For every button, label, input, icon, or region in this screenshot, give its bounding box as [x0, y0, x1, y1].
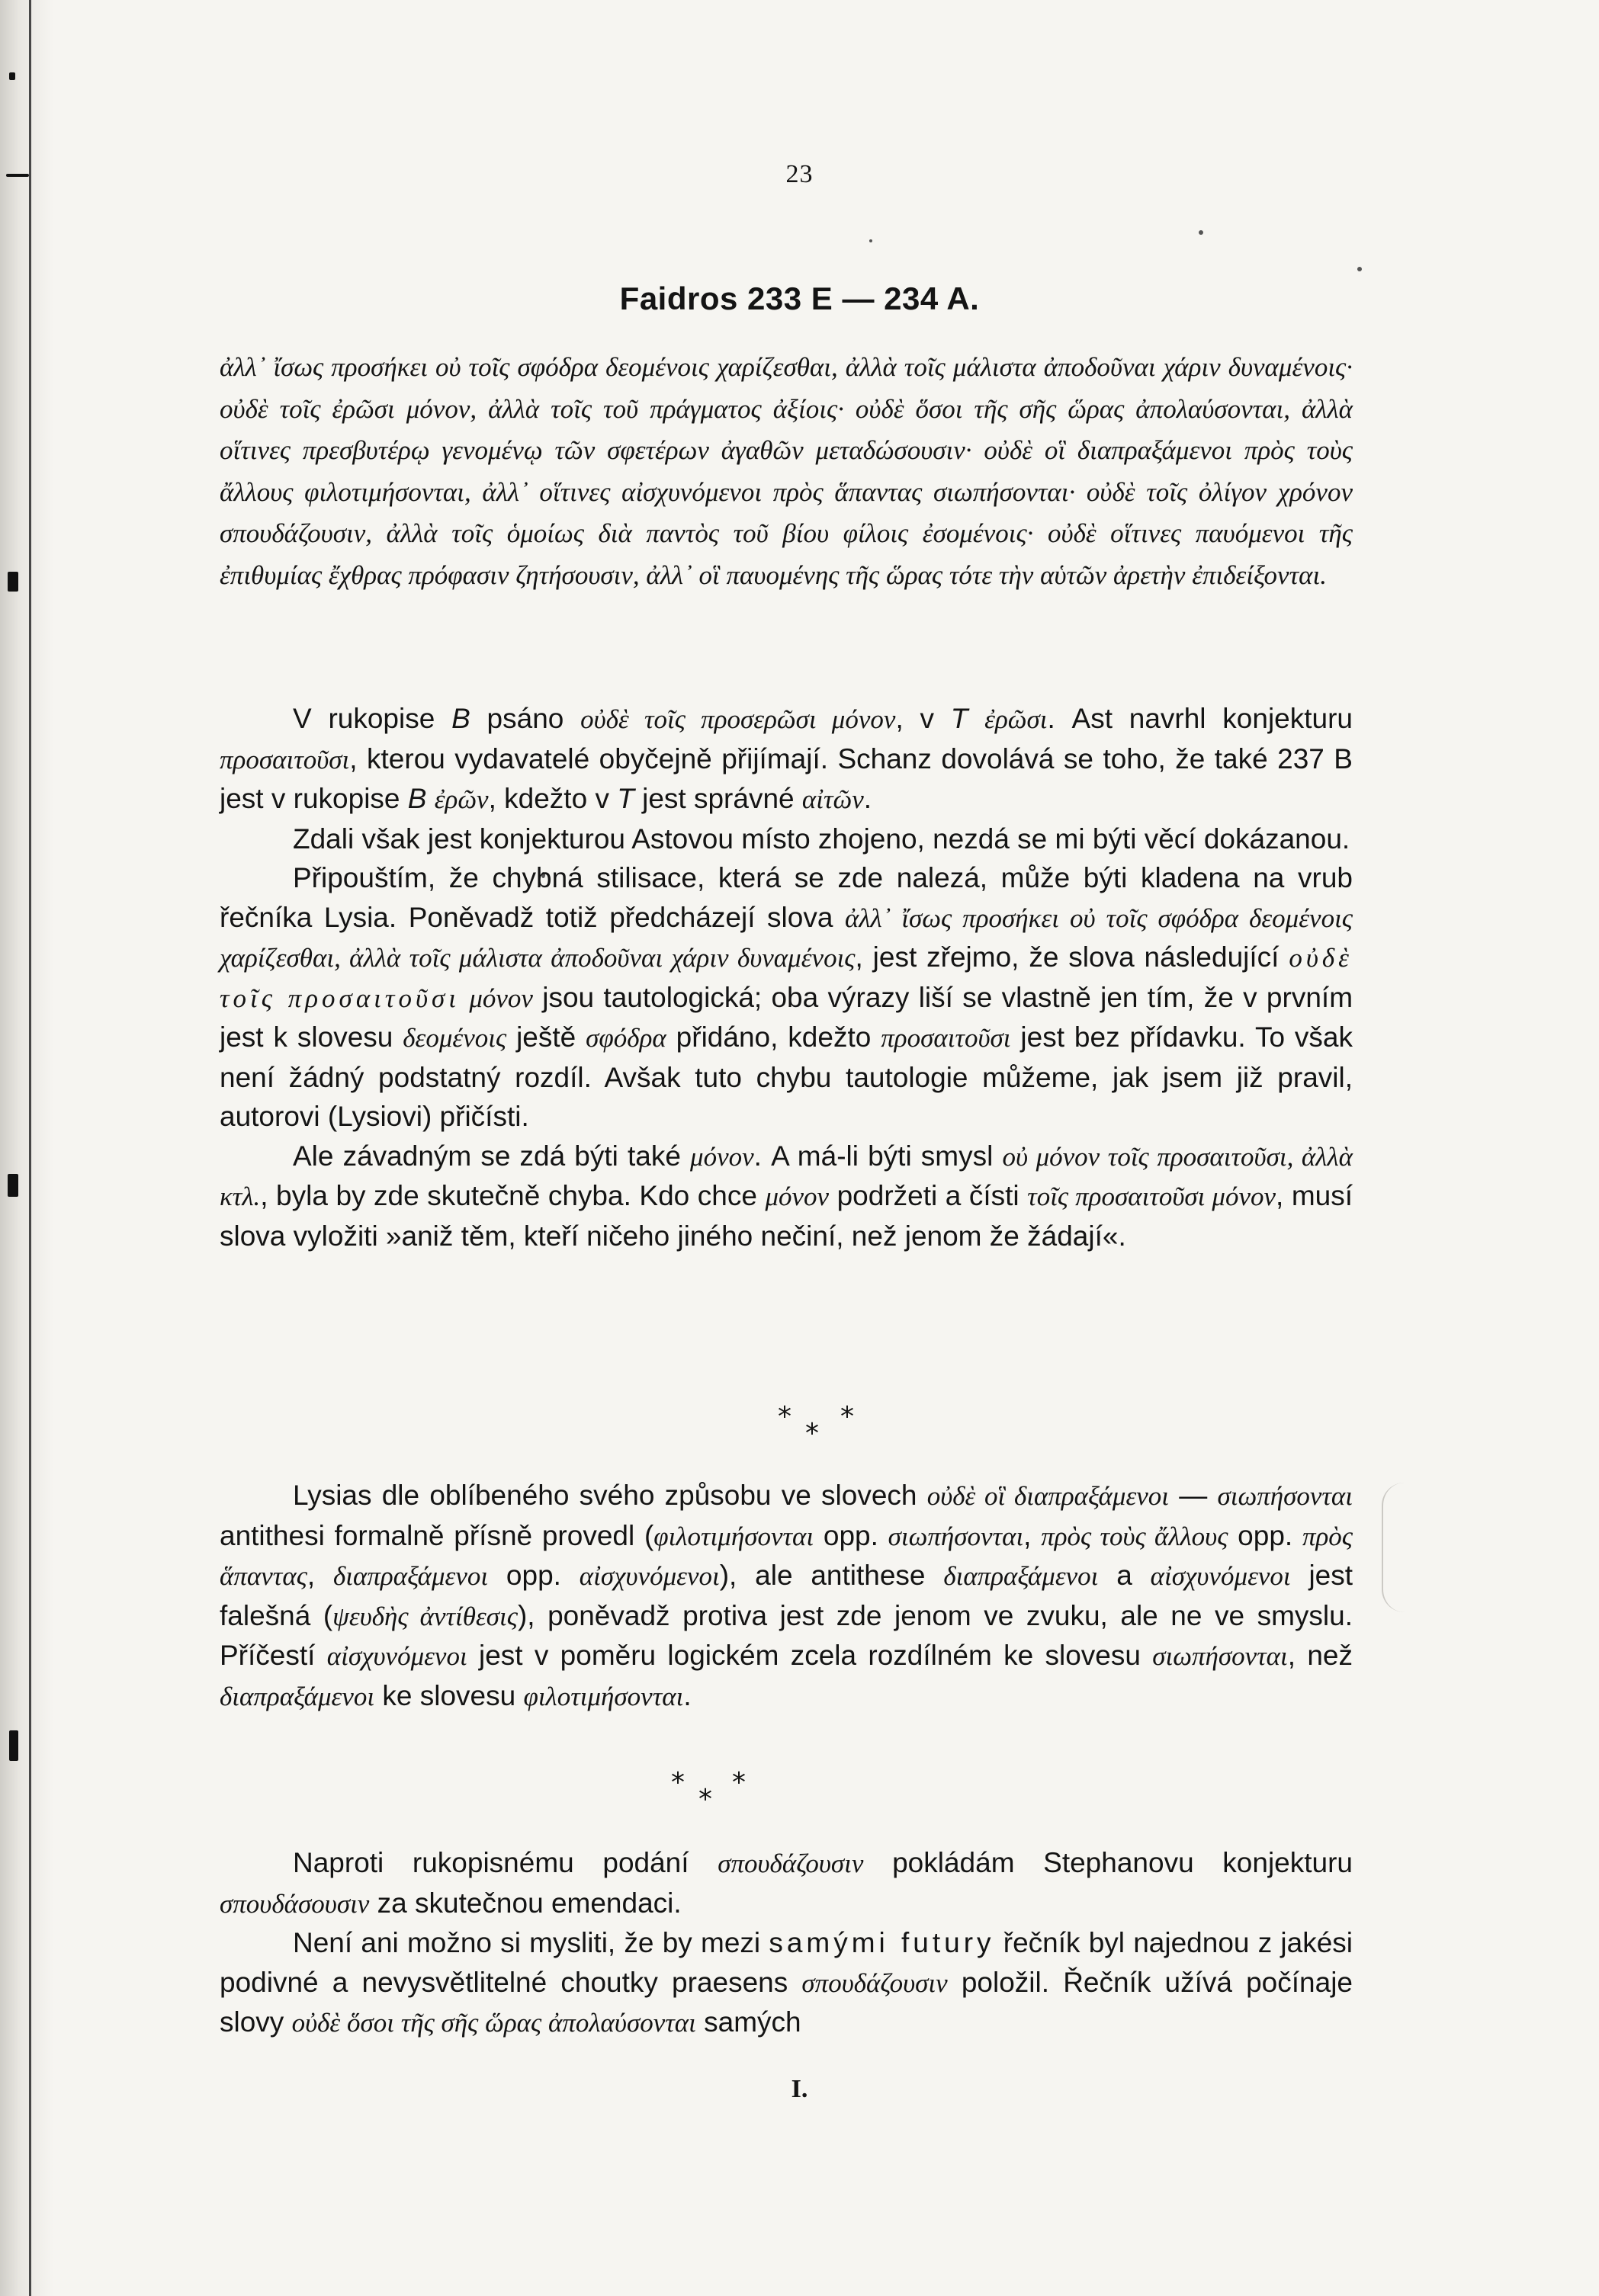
- greek-phrase: φιλοτιμήσονται: [653, 1521, 814, 1551]
- spaced-emphasis: samými futury: [769, 1927, 995, 1958]
- section-separator: [0, 1401, 1599, 1447]
- greek-phrase: αἰσχυνόμενοι: [579, 1561, 720, 1591]
- signature-mark: I.: [791, 2075, 808, 2103]
- binding-line: [29, 0, 31, 2296]
- greek-phrase: σπουδάζουσιν: [801, 1967, 948, 1998]
- binding-mark: [9, 72, 15, 80]
- binding-mark: [8, 1174, 18, 1197]
- separator-star: *: [805, 1418, 819, 1449]
- scan-speck: [1357, 267, 1362, 271]
- separator-star: *: [698, 1784, 712, 1815]
- commentary-section-3: [220, 1843, 1353, 2043]
- scan-speck: [869, 239, 872, 242]
- manuscript-siglum: T: [617, 783, 634, 814]
- binding-mark: [8, 572, 18, 592]
- paragraph: Není ani možno si mysliti, že by mezi samými futury řečník byl najednou z jakési podivné a nevysvětlitelné choutky praesens σπουδάζουσιν položil. Řečník užívá počínaje slovy οὐδὲ ὅσοι τῆς σῆς ὥρας ἀπολαύσονται samých: [220, 1927, 1353, 2038]
- separator-star: *: [732, 1767, 746, 1798]
- separator-star: *: [840, 1401, 854, 1432]
- greek-phrase: πρὸς ἅπαντας: [220, 1521, 1353, 1591]
- manuscript-siglum: B: [451, 703, 470, 734]
- greek-quotation: ἀλλ᾽ ἴσως προσήκει οὐ τοῖς σφόδρα δεομένοις χαρίζεσθαι, ἀλλὰ τοῖς μάλιστα ἀποδοῦναι χάριν δυναμένοις· οὐδὲ τοῖς ἐρῶσι μόνον, ἀλλὰ τοῖς τοῦ πράγματος ἀξίοις· οὐδὲ ὅσοι τῆς σῆς ὥρας ἀπολαύσονται, ἀλλὰ οἵτινες πρεσβυτέρῳ γενομένῳ τῶν σφετέρων ἀγαθῶν μεταδώσουσιν· οὐδὲ οἳ διαπραξάμενοι πρὸς τοὺς ἄλλους φιλοτιμήσονται, ἀλλ᾽ οἵτινες αἰσχυνόμενοι πρὸς ἅπαντας σιωπήσονται· οὐδὲ τοῖς ὀλίγον χρόνον σπουδάζουσιν, ἀλλὰ τοῖς ὁμοίως διὰ παντὸς τοῦ βίου φίλοις ἐσομένοις· οὐδὲ οἵτινες παυόμενοι τῆς ἐπιθυμίας ἔχθρας πρόφασιν ζητήσουσιν, ἀλλ᾽ οἳ παυομένης τῆς ὥρας τότε τὴν αὑτῶν ἀρετὴν ἐπιδείξονται.: [220, 352, 1353, 590]
- greek-phrase: σιωπήσονται: [888, 1521, 1024, 1551]
- greek-phrase: σιωπήσονται: [1217, 1481, 1353, 1511]
- greek-phrase: προσαιτοῦσι: [220, 744, 350, 774]
- binding-mark: [9, 1730, 18, 1761]
- paragraph: V rukopise B psáno οὐδὲ τοῖς προσερῶσι μόνον, v T ἐρῶσι. Ast navrhl konjekturu προσαιτοῦσι, kterou vydavatelé obyčejně přijímají. Schanz dovolává se toho, že také 237 B jest v rukopise B ἐρῶν, kdežto v T jest správné αἰτῶν.: [220, 703, 1353, 814]
- greek-phrase: διαπραξάμενοι: [943, 1561, 1099, 1591]
- greek-phrase: ἐρῶν: [434, 784, 489, 814]
- separator-star: *: [778, 1401, 791, 1432]
- greek-phrase: οὐδὲ οἳ διαπραξάμενοι: [926, 1481, 1170, 1511]
- greek-phrase: διαπραξάμενοι: [333, 1561, 489, 1591]
- greek-phrase: οὐ μόνον τοῖς προσαιτοῦσι, ἀλλὰ κτλ.: [220, 1141, 1353, 1211]
- section-separator: [0, 1767, 1599, 1813]
- greek-phrase: μόνον: [469, 983, 533, 1013]
- greek-phrase: ἐρῶσι: [984, 704, 1048, 734]
- greek-phrase: φιλοτιμήσονται: [523, 1681, 684, 1711]
- paragraph: Připouštím, že chybná stilisace, která se zde nalezá, může býti kladena na vrub řečníka Lysia. Poněvadž totiž předcházejí slova ἀλλ᾽ ἴσως προσήκει οὐ τοῖς σφόδρα δεομένοις χαρίζεσθαι, ἀλλὰ τοῖς μάλιστα ἀποδοῦναι χάριν δυναμένοις, jest zřejmo, že slova následující οὐδὲ τοῖς προσαιτοῦσι μόνον jsou tautologická; oba výrazy liší se vlastně jen tím, že v prvním jest k slovesu δεομένοις ještě σφόδρα přidáno, kdežto προσαιτοῦσι jest bez přídavku. To však není žádný podstatný rozdíl. Avšak tuto chybu tautologie můžeme, jak jsem již pravil, autorovi (Lysiovi) přičísti.: [220, 862, 1353, 1132]
- greek-phrase: αἰσχυνόμενοι: [326, 1641, 467, 1671]
- paragraph: Zdali však jest konjekturou Astovou místo zhojeno, nezdá se mi býti věcí dokázanou.: [293, 823, 1350, 855]
- commentary-section-1: [220, 699, 1353, 1255]
- greek-phrase: ψευδὴς ἀντίθεσις: [332, 1601, 518, 1631]
- greek-phrase: αἰτῶν: [801, 784, 864, 814]
- greek-phrase: οὐδὲ τοῖς προσαιτοῦσι: [220, 943, 1353, 1013]
- paragraph: Lysias dle oblíbeného svého způsobu ve slovech οὐδὲ οἳ διαπραξάμενοι — σιωπήσονται antithesi formalně přísně provedl (φιλοτιμήσονται opp. σιωπήσονται, πρὸς τοὺς ἄλλους opp. πρὸς ἅπαντας, διαπραξάμενοι opp. αἰσχυνόμενοι), ale antithese διαπραξάμενοι a αἰσχυνόμενοι jest falešná (ψευδὴς ἀντίθεσις), poněvadž protiva jest zde jenom ve zvuku, ale ne ve smyslu. Příčestí αἰσχυνόμενοι jest v poměru logickém zcela rozdílném ke slovesu σιωπήσονται, než διαπραξάμενοι ke slovesu φιλοτιμήσονται.: [220, 1480, 1353, 1711]
- paragraph: Naproti rukopisnému podání σπουδάζουσιν pokládám Stephanovu konjekturu σπουδάσουσιν za skutečnou emendaci.: [220, 1847, 1353, 1919]
- scan-speck: [1199, 230, 1203, 235]
- greek-phrase: δεομένοις: [403, 1023, 507, 1053]
- separator-star: *: [671, 1767, 685, 1798]
- greek-phrase: προσαιτοῦσι: [881, 1023, 1011, 1053]
- manuscript-siglum: T: [950, 703, 968, 734]
- greek-phrase: διαπραξάμενοι: [220, 1681, 375, 1711]
- greek-phrase: πρὸς τοὺς ἄλλους: [1041, 1521, 1228, 1551]
- greek-phrase: σφόδρα: [586, 1023, 666, 1053]
- greek-phrase: οὐδὲ ὅσοι τῆς σῆς ὥρας ἀπολαύσονται: [291, 2008, 696, 2038]
- greek-phrase: τοῖς προσαιτοῦσι μόνον: [1027, 1182, 1276, 1211]
- page-heading: Faidros 233 E — 234 A.: [619, 281, 980, 316]
- commentary-section-2: [220, 1476, 1353, 1716]
- margin-pencil-mark: [1382, 1483, 1406, 1612]
- page-number: 23: [785, 160, 814, 188]
- manuscript-siglum: B: [407, 783, 427, 814]
- greek-phrase: ἀλλ᾽ ἴσως προσήκει οὐ τοῖς σφόδρα δεομένοις χαρίζεσθαι, ἀλλὰ τοῖς μάλιστα ἀποδοῦναι χάριν δυναμένοις: [220, 903, 1353, 973]
- greek-phrase: οὐδὲ τοῖς προσερῶσι μόνον: [580, 704, 896, 734]
- scan-edge-shadow: [0, 0, 53, 2296]
- greek-phrase: αἰσχυνόμενοι: [1150, 1561, 1291, 1591]
- greek-phrase: σπουδάσουσιν: [220, 1888, 370, 1919]
- greek-phrase: μόνον: [765, 1182, 830, 1211]
- paragraph: Ale závadným se zdá býti také μόνον. A má-li býti smysl οὐ μόνον τοῖς προσαιτοῦσι, ἀλλὰ κτλ., byla by zde skutečně chyba. Kdo chce μόνον podržeti a čísti τοῖς προσαιτοῦσι μόνον, musí slova vyložiti »aniž těm, kteří ničeho jiného nečiní, než jenom že žádají«.: [220, 1140, 1353, 1252]
- greek-phrase: σπουδάζουσιν: [718, 1849, 864, 1878]
- greek-phrase: μόνον: [690, 1141, 754, 1172]
- greek-phrase: σιωπήσονται: [1152, 1641, 1288, 1671]
